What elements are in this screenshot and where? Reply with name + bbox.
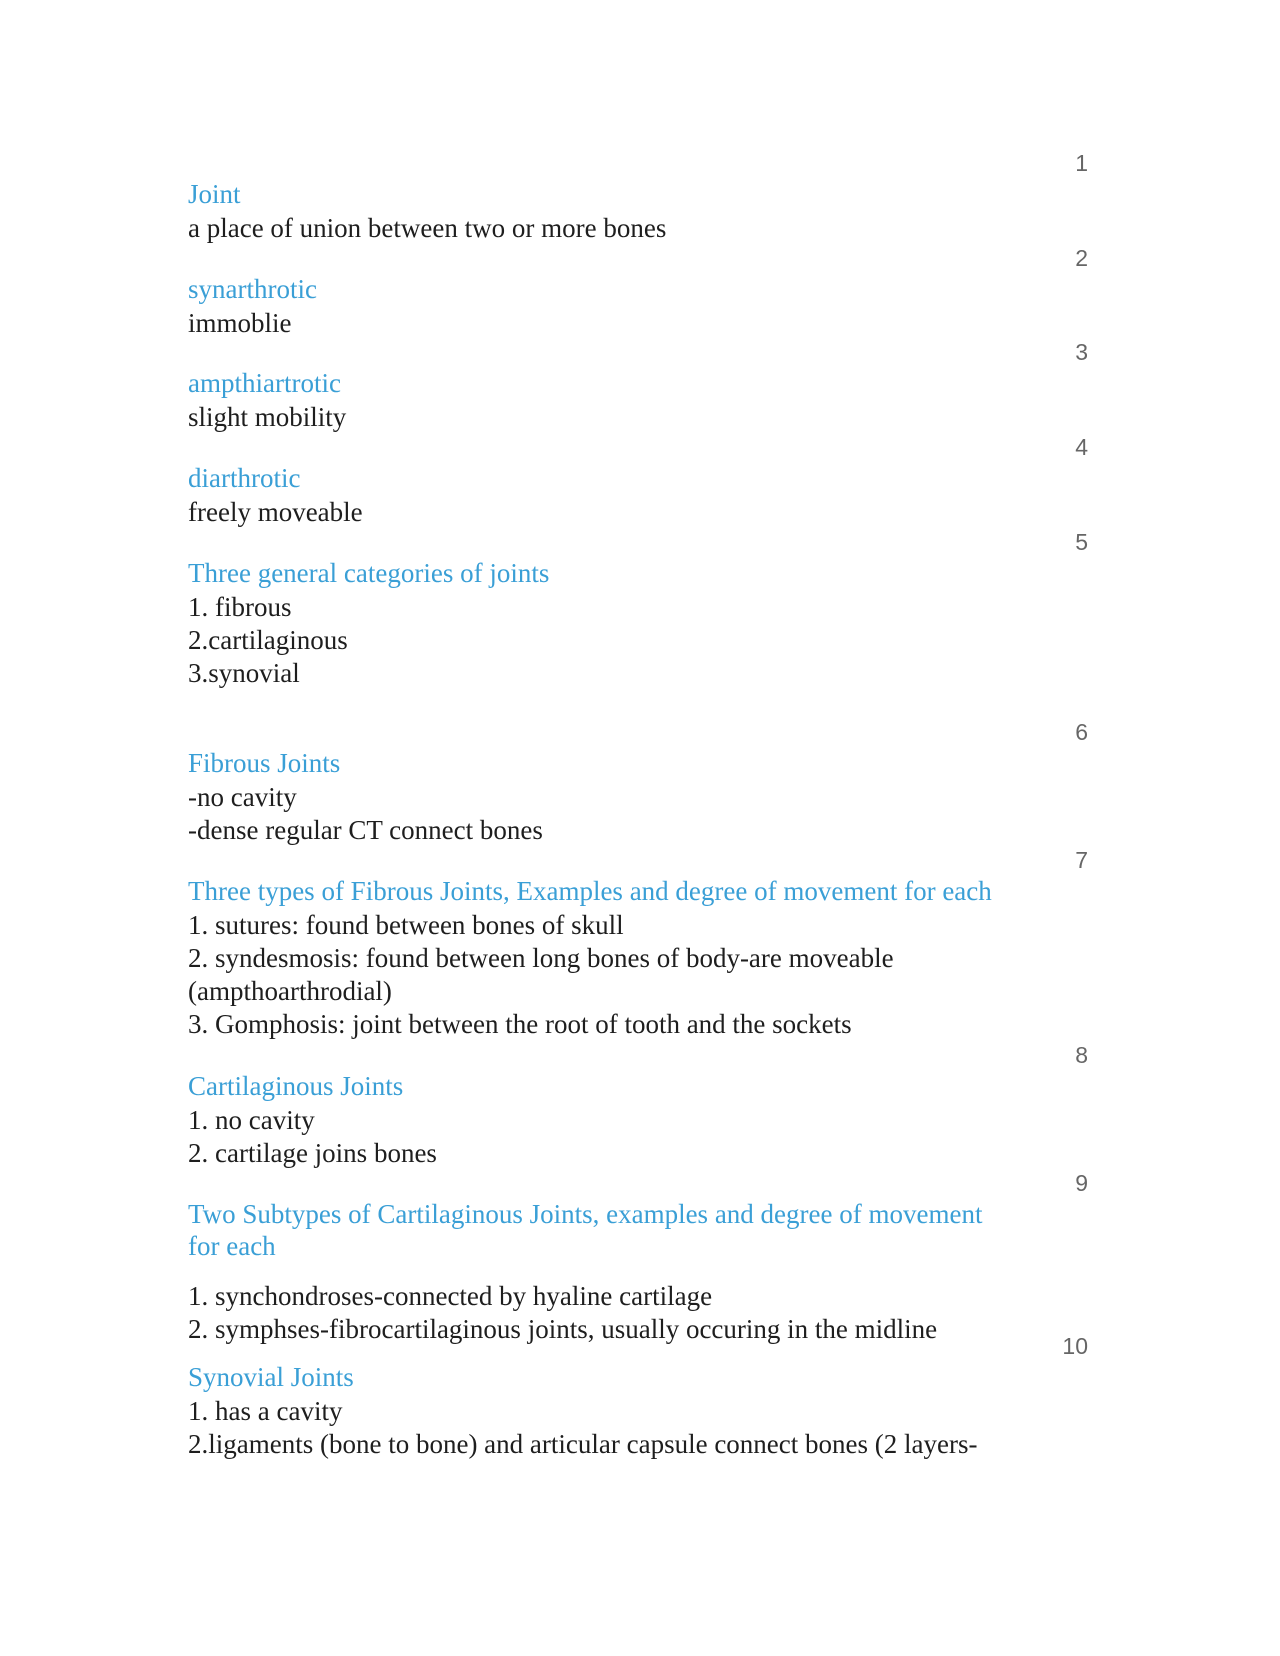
card-number: 2 (1075, 245, 1088, 271)
definition-line: 1. fibrous (188, 592, 292, 622)
card-number: 1 (1075, 150, 1088, 176)
card-definition (188, 909, 1058, 1041)
card-term: Fibrous Joints (188, 748, 341, 778)
card-number: 4 (1075, 434, 1088, 460)
definition-line: (ampthoarthrodial) (188, 976, 392, 1006)
definition-line: immoblie (188, 308, 292, 338)
card-definition (188, 781, 1058, 847)
definition-line: -dense regular CT connect bones (188, 815, 543, 845)
card-term: Three types of Fibrous Joints, Examples and degree of movement for each (188, 876, 992, 906)
card-term: Two Subtypes of Cartilaginous Joints, examples and degree of movement for each (188, 1199, 983, 1261)
card-number: 9 (1075, 1170, 1088, 1196)
definition-line: 1. synchondroses-connected by hyaline cartilage (188, 1281, 713, 1311)
card-term: Cartilaginous Joints (188, 1071, 404, 1101)
card-term: synarthrotic (188, 274, 317, 304)
definition-line: 1. sutures: found between bones of skull (188, 910, 624, 940)
card-definition (188, 401, 1058, 434)
definition-line: a place of union between two or more bones (188, 213, 667, 243)
card-term: ampthiartrotic (188, 368, 341, 398)
definition-line: -no cavity (188, 782, 297, 812)
card-number: 3 (1075, 339, 1088, 365)
card-number: 8 (1075, 1042, 1088, 1068)
card-definition (188, 591, 1058, 690)
definition-line: 1. has a cavity (188, 1396, 343, 1426)
card-term: Three general categories of joints (188, 558, 550, 588)
card-number: 7 (1075, 847, 1088, 873)
definition-line: freely moveable (188, 497, 363, 527)
card-definition (188, 1280, 1058, 1346)
definition-line: 2.ligaments (bone to bone) and articular capsule connect bones (2 layers- (188, 1429, 978, 1459)
definition-line: 3. Gomphosis: joint between the root of tooth and the sockets (188, 1009, 852, 1039)
definition-line: 3.synovial (188, 658, 300, 688)
definition-line: 2. symphses-fibrocartilaginous joints, usually occuring in the midline (188, 1314, 938, 1344)
definition-line: slight mobility (188, 402, 347, 432)
card-number: 6 (1075, 719, 1088, 745)
card-definition (188, 1395, 1058, 1461)
card-term: diarthrotic (188, 463, 301, 493)
card-term: Synovial Joints (188, 1362, 354, 1392)
definition-line: 1. no cavity (188, 1105, 315, 1135)
card-definition (188, 496, 1058, 529)
definition-line: 2. cartilage joins bones (188, 1138, 437, 1168)
definition-line: 2. syndesmosis: found between long bones of body-are moveable (188, 943, 894, 973)
card-number: 10 (1062, 1333, 1088, 1359)
card-number: 5 (1075, 529, 1088, 555)
card-definition (188, 307, 1058, 340)
card-definition (188, 1104, 1058, 1170)
definition-line: 2.cartilaginous (188, 625, 348, 655)
card-definition (188, 212, 1058, 245)
card-term: Joint (188, 179, 241, 209)
